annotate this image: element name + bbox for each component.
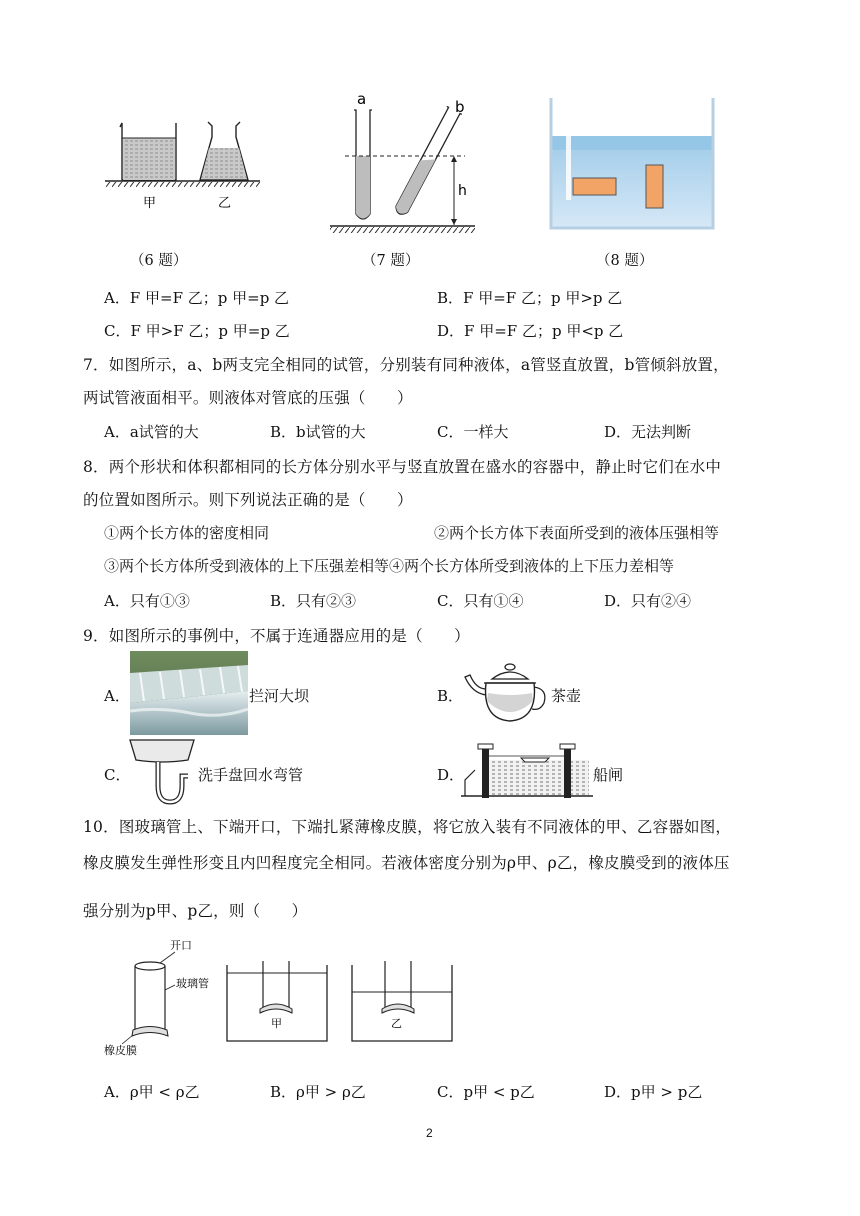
q10-option-b: B．ρ甲 > ρ乙	[270, 1083, 366, 1101]
q7-option-a: A．a试管的大	[104, 423, 199, 441]
fig6-label-yi: 乙	[218, 196, 232, 211]
fig7-caption: （7 题）	[362, 253, 420, 269]
figure-7	[325, 92, 480, 237]
fig10-label-membrane: 橡皮膜	[104, 1044, 137, 1057]
fig7-label-h: h	[458, 183, 467, 199]
q9-option-a-label: 拦河大坝	[249, 687, 310, 705]
q9-option-d-letter: D．	[437, 766, 465, 784]
q8-statement-2: ②两个长方体下表面所受到的液体压强相等	[434, 524, 720, 542]
q10-option-c: C．p甲 < p乙	[437, 1083, 535, 1101]
sink-trap-figure	[128, 736, 198, 808]
q9-option-c-letter: C．	[104, 766, 131, 784]
q8-statement-1: ①两个长方体的密度相同	[104, 524, 270, 542]
q7-stem-line2: 两试管液面相平。则液体对管底的压强（ ）	[83, 389, 413, 407]
q9-option-c-label: 洗手盘回水弯管	[198, 766, 304, 784]
q8-stem-line1: 8．两个形状和体积都相同的长方体分别水平与竖直放置在盛水的容器中，静止时它们在水中	[83, 458, 722, 476]
q6-option-d: D．F 甲=F 乙；p 甲<p 乙	[437, 322, 624, 340]
q8-statement-3-4: ③两个长方体所受到液体的上下压强差相等④两个长方体所受到液体的上下压力差相等	[104, 557, 675, 575]
teapot-figure	[462, 657, 550, 727]
q10-option-d: D．p甲 > p乙	[604, 1083, 703, 1101]
fig6-caption: （6 题）	[130, 253, 188, 269]
fig6-label-jia: 甲	[143, 196, 157, 211]
figure-8	[549, 98, 715, 230]
q7-stem-line1: 7．如图所示，a、b两支完全相同的试管，分别装有同种液体，a管竖直放置，b管倾斜放置，	[83, 356, 729, 374]
q9-stem: 9．如图所示的事例中，不属于连通器应用的是（ ）	[83, 627, 470, 645]
figure-10	[100, 935, 465, 1060]
q8-option-a: A．只有①③	[104, 592, 190, 610]
page-number: 2	[426, 1126, 433, 1140]
q9-option-b-letter: B．	[437, 687, 464, 705]
q6-option-b: B．F 甲=F 乙；p 甲>p 乙	[437, 289, 623, 307]
q8-option-c: C．只有①④	[437, 592, 524, 610]
q9-option-d-label: 船闸	[593, 766, 624, 784]
ship-lock-figure	[461, 740, 593, 804]
q7-option-d: D．无法判断	[604, 423, 692, 441]
fig8-caption: （8 题）	[596, 253, 654, 269]
fig7-label-a: a	[357, 92, 367, 108]
q10-option-a: A．ρ甲 < ρ乙	[104, 1083, 200, 1101]
q9-option-a-letter: A．	[104, 687, 130, 705]
q10-stem-line2: 橡皮膜发生弹性形变且内凹程度完全相同。若液体密度分别为ρ甲、ρ乙，橡皮膜受到的液体压	[83, 854, 730, 872]
q8-option-b: B．只有②③	[270, 592, 357, 610]
q6-option-c: C．F 甲>F 乙；p 甲=p 乙	[104, 322, 290, 340]
q8-stem-line2: 的位置如图所示。则下列说法正确的是（ ）	[83, 491, 413, 509]
q10-stem-line3: 强分别为p甲、p乙，则（ ）	[83, 902, 308, 920]
fig10-label-jia: 甲	[271, 1017, 282, 1030]
q10-stem-line1: 10．图玻璃管上、下端开口，下端扎紧薄橡皮膜，将它放入装有不同液体的甲、乙容器如图，	[83, 818, 732, 836]
q7-option-b: B．b试管的大	[270, 423, 366, 441]
dam-photo	[130, 651, 248, 735]
fig10-label-yi: 乙	[391, 1017, 402, 1030]
q8-option-d: D．只有②④	[604, 592, 692, 610]
figure-6	[100, 115, 265, 215]
q6-option-a: A．F 甲=F 乙；p 甲=p 乙	[104, 289, 290, 307]
fig10-label-glass: 玻璃管	[176, 977, 209, 990]
q9-option-b-label: 茶壶	[551, 687, 582, 705]
q7-option-c: C．一样大	[437, 423, 509, 441]
fig10-label-open: 开口	[170, 939, 192, 952]
fig7-label-b: b	[455, 98, 465, 116]
